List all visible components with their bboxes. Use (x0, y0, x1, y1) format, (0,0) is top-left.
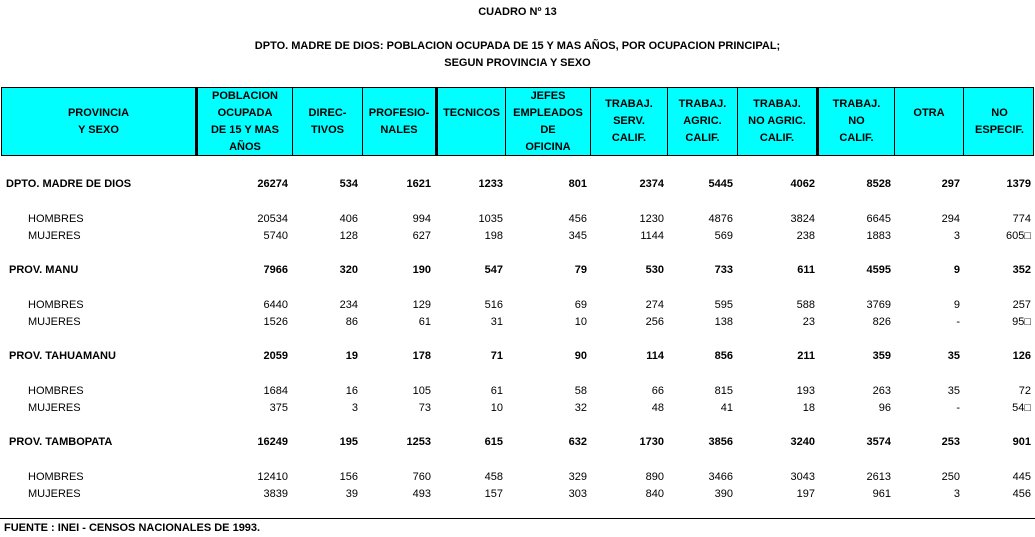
table-cell: 6645 (866, 213, 891, 225)
row-label: MUJERES (28, 402, 81, 414)
column-header: TRABAJ. NO CALIF. (819, 88, 895, 155)
table-row (0, 350, 1035, 364)
table-cell: 329 (568, 471, 587, 483)
row-label: HOMBRES (28, 213, 84, 225)
table-cell: 114 (646, 350, 664, 362)
table-cell: 8528 (866, 178, 891, 190)
table-cell: 856 (714, 350, 733, 362)
table-cell: 733 (714, 264, 733, 276)
table-cell: 826 (872, 316, 891, 328)
table-cell: 4062 (790, 178, 815, 190)
table-cell: 79 (574, 264, 587, 276)
table-cell: 3043 (790, 471, 815, 483)
table-cell: 615 (484, 436, 503, 448)
table-cell: 234 (339, 299, 358, 311)
table-cell: 58 (574, 385, 587, 397)
table-cell: 3 (953, 230, 960, 242)
table-cell: 359 (872, 350, 891, 362)
table-cell: 4595 (866, 264, 891, 276)
table-cell: 253 (941, 436, 960, 448)
table-row (0, 213, 1035, 227)
row-label: HOMBRES (28, 471, 84, 483)
table-cell: 458 (484, 471, 503, 483)
table-cell: 774 (1012, 213, 1031, 225)
table-cell: 72 (1018, 385, 1031, 397)
table-cell: 263 (872, 385, 891, 397)
table-cell: 1233 (478, 178, 503, 190)
row-label: PROV. TAMBOPATA (9, 436, 113, 448)
table-cell: 26274 (257, 178, 288, 190)
column-header: TRABAJ. AGRIC. CALIF. (668, 88, 738, 155)
table-cell: 901 (1012, 436, 1031, 448)
table-header (1, 87, 1034, 156)
table-cell: 1230 (639, 213, 664, 225)
table-cell: 961 (872, 488, 891, 500)
table-cell: 456 (568, 213, 587, 225)
table-row (0, 488, 1035, 502)
table-cell: 35 (947, 385, 960, 397)
column-header: TECNICOS (438, 88, 506, 155)
table-cell: 760 (412, 471, 431, 483)
table-cell: 456 (1012, 488, 1031, 500)
table-cell: 86 (345, 316, 358, 328)
table-cell: 274 (645, 299, 664, 311)
column-header: DIREC- TIVOS (293, 88, 363, 155)
table-row (0, 385, 1035, 399)
table-cell: 90 (574, 350, 587, 362)
table-cell: 128 (339, 230, 358, 242)
table-cell: 840 (645, 488, 664, 500)
table-cell: 534 (339, 178, 358, 190)
table-cell: 1379 (1006, 178, 1031, 190)
table-cell: 250 (941, 471, 960, 483)
source-note: FUENTE : INEI - CENSOS NACIONALES DE 1993. (4, 522, 261, 534)
row-label: PROV. TAHUAMANU (9, 350, 116, 362)
table-cell: 105 (412, 385, 431, 397)
table-cell: 2613 (866, 471, 891, 483)
table-cell: 69 (574, 299, 587, 311)
table-cell: 178 (412, 350, 431, 362)
table-cell: 530 (645, 264, 664, 276)
table-cell: 493 (412, 488, 431, 500)
table-cell: - (956, 402, 960, 414)
table-cell: 2374 (639, 178, 664, 190)
table-cell: 3466 (708, 471, 733, 483)
table-cell: 211 (797, 350, 815, 362)
table-cell: 12410 (257, 471, 288, 483)
table-cell: 627 (412, 230, 431, 242)
table-cell: 547 (484, 264, 503, 276)
table-cell: 18 (802, 402, 815, 414)
table-cell: 10 (574, 316, 587, 328)
table-cell: 61 (490, 385, 503, 397)
row-label: DPTO. MADRE DE DIOS (6, 178, 132, 190)
table-cell: 3839 (263, 488, 288, 500)
table-cell: 190 (412, 264, 431, 276)
table-cell: 3 (351, 402, 358, 414)
footer-divider (0, 518, 1035, 519)
table-cell: 39 (345, 488, 358, 500)
column-header: POBLACION OCUPADA DE 15 Y MAS AÑOS (198, 88, 293, 155)
table-cell: 256 (645, 316, 664, 328)
table-row (0, 316, 1035, 330)
table-cell: 1730 (639, 436, 664, 448)
table-cell: 41 (720, 402, 733, 414)
table-cell: 569 (714, 230, 733, 242)
table-cell: 54□ (1012, 402, 1031, 414)
table-cell: 516 (484, 299, 503, 311)
table-cell: 611 (797, 264, 815, 276)
column-header: JEFES EMPLEADOS DE OFICINA (506, 88, 591, 155)
table-cell: 16249 (257, 436, 288, 448)
table-cell: 31 (490, 316, 503, 328)
table-number: CUADRO Nº 13 (478, 6, 557, 18)
table-cell: 605□ (1006, 230, 1031, 242)
table-row (0, 230, 1035, 244)
table-cell: - (956, 316, 960, 328)
table-cell: 352 (1012, 264, 1031, 276)
table-cell: 375 (269, 402, 288, 414)
table-cell: 815 (714, 385, 733, 397)
table-cell: 138 (714, 316, 733, 328)
table-cell: 71 (490, 350, 503, 362)
table-cell: 1144 (640, 230, 664, 242)
column-header: PROFESIO- NALES (363, 88, 438, 155)
table-cell: 1035 (478, 213, 503, 225)
table-cell: 32 (574, 402, 587, 414)
table-title: DPTO. MADRE DE DIOS: POBLACION OCUPADA DE 15 Y MAS AÑOS, POR OCUPACION PRINCIPAL; (254, 40, 781, 52)
table-cell: 6440 (263, 299, 288, 311)
table-cell: 48 (651, 402, 664, 414)
table-cell: 20534 (257, 213, 288, 225)
table-cell: 406 (339, 213, 358, 225)
table-cell: 126 (1012, 350, 1031, 362)
table-row (0, 178, 1035, 192)
table-cell: 1253 (406, 436, 431, 448)
table-cell: 95□ (1012, 316, 1031, 328)
table-cell: 257 (1012, 299, 1031, 311)
table-cell: 3769 (866, 299, 891, 311)
table-cell: 73 (418, 402, 431, 414)
table-cell: 157 (484, 488, 503, 500)
column-header: PROVINCIA Y SEXO (2, 88, 198, 155)
table-cell: 129 (412, 299, 431, 311)
table-cell: 3856 (708, 436, 733, 448)
table-cell: 19 (345, 350, 358, 362)
table-cell: 23 (802, 316, 815, 328)
column-header: TRABAJ. NO AGRIC. CALIF. (738, 88, 819, 155)
table-cell: 3574 (866, 436, 891, 448)
table-cell: 3824 (790, 213, 815, 225)
table-cell: 595 (714, 299, 733, 311)
table-cell: 4876 (708, 213, 733, 225)
row-label: HOMBRES (28, 299, 84, 311)
table-cell: 345 (568, 230, 587, 242)
table-cell: 238 (796, 230, 815, 242)
table-cell: 5740 (263, 230, 288, 242)
row-label: PROV. MANU (9, 264, 79, 276)
column-header: NO ESPECIF. (975, 106, 1024, 136)
table-cell: 801 (568, 178, 587, 190)
table-cell: 390 (714, 488, 733, 500)
table-cell: 2059 (263, 350, 288, 362)
column-header: TRABAJ. SERV. CALIF. (591, 88, 668, 155)
table-cell: 198 (484, 230, 503, 242)
row-label: MUJERES (28, 230, 81, 242)
row-label: MUJERES (28, 488, 81, 500)
table-cell: 588 (796, 299, 815, 311)
table-cell: 1883 (866, 230, 891, 242)
table-subtitle: SEGUN PROVINCIA Y SEXO (444, 57, 591, 69)
column-header: OTRA (895, 88, 964, 155)
table-row (0, 436, 1035, 450)
table-row (0, 264, 1035, 278)
table-cell: 445 (1012, 471, 1031, 483)
table-cell: 320 (339, 264, 358, 276)
table-cell: 3240 (790, 436, 815, 448)
table-cell: 994 (412, 213, 431, 225)
table-cell: 195 (339, 436, 358, 448)
table-row (0, 402, 1035, 416)
table-cell: 632 (568, 436, 587, 448)
table-cell: 9 (953, 264, 960, 276)
table-cell: 10 (490, 402, 503, 414)
table-cell: 1684 (263, 385, 288, 397)
table-cell: 156 (339, 471, 358, 483)
table-cell: 197 (796, 488, 815, 500)
table-row (0, 471, 1035, 485)
table-cell: 3 (953, 488, 960, 500)
table-cell: 1621 (406, 178, 431, 190)
table-cell: 61 (418, 316, 431, 328)
table-cell: 294 (941, 213, 960, 225)
table-cell: 890 (645, 471, 664, 483)
table-cell: 35 (947, 350, 960, 362)
table-cell: 96 (878, 402, 891, 414)
table-cell: 1526 (263, 316, 288, 328)
row-label: MUJERES (28, 316, 81, 328)
table-cell: 9 (953, 299, 960, 311)
table-cell: 297 (941, 178, 960, 190)
table-cell: 16 (345, 385, 358, 397)
table-cell: 66 (651, 385, 664, 397)
table-cell: 303 (568, 488, 587, 500)
table-cell: 193 (796, 385, 815, 397)
table-row (0, 299, 1035, 313)
row-label: HOMBRES (28, 385, 84, 397)
table-cell: 7966 (263, 264, 288, 276)
table-cell: 5445 (708, 178, 733, 190)
